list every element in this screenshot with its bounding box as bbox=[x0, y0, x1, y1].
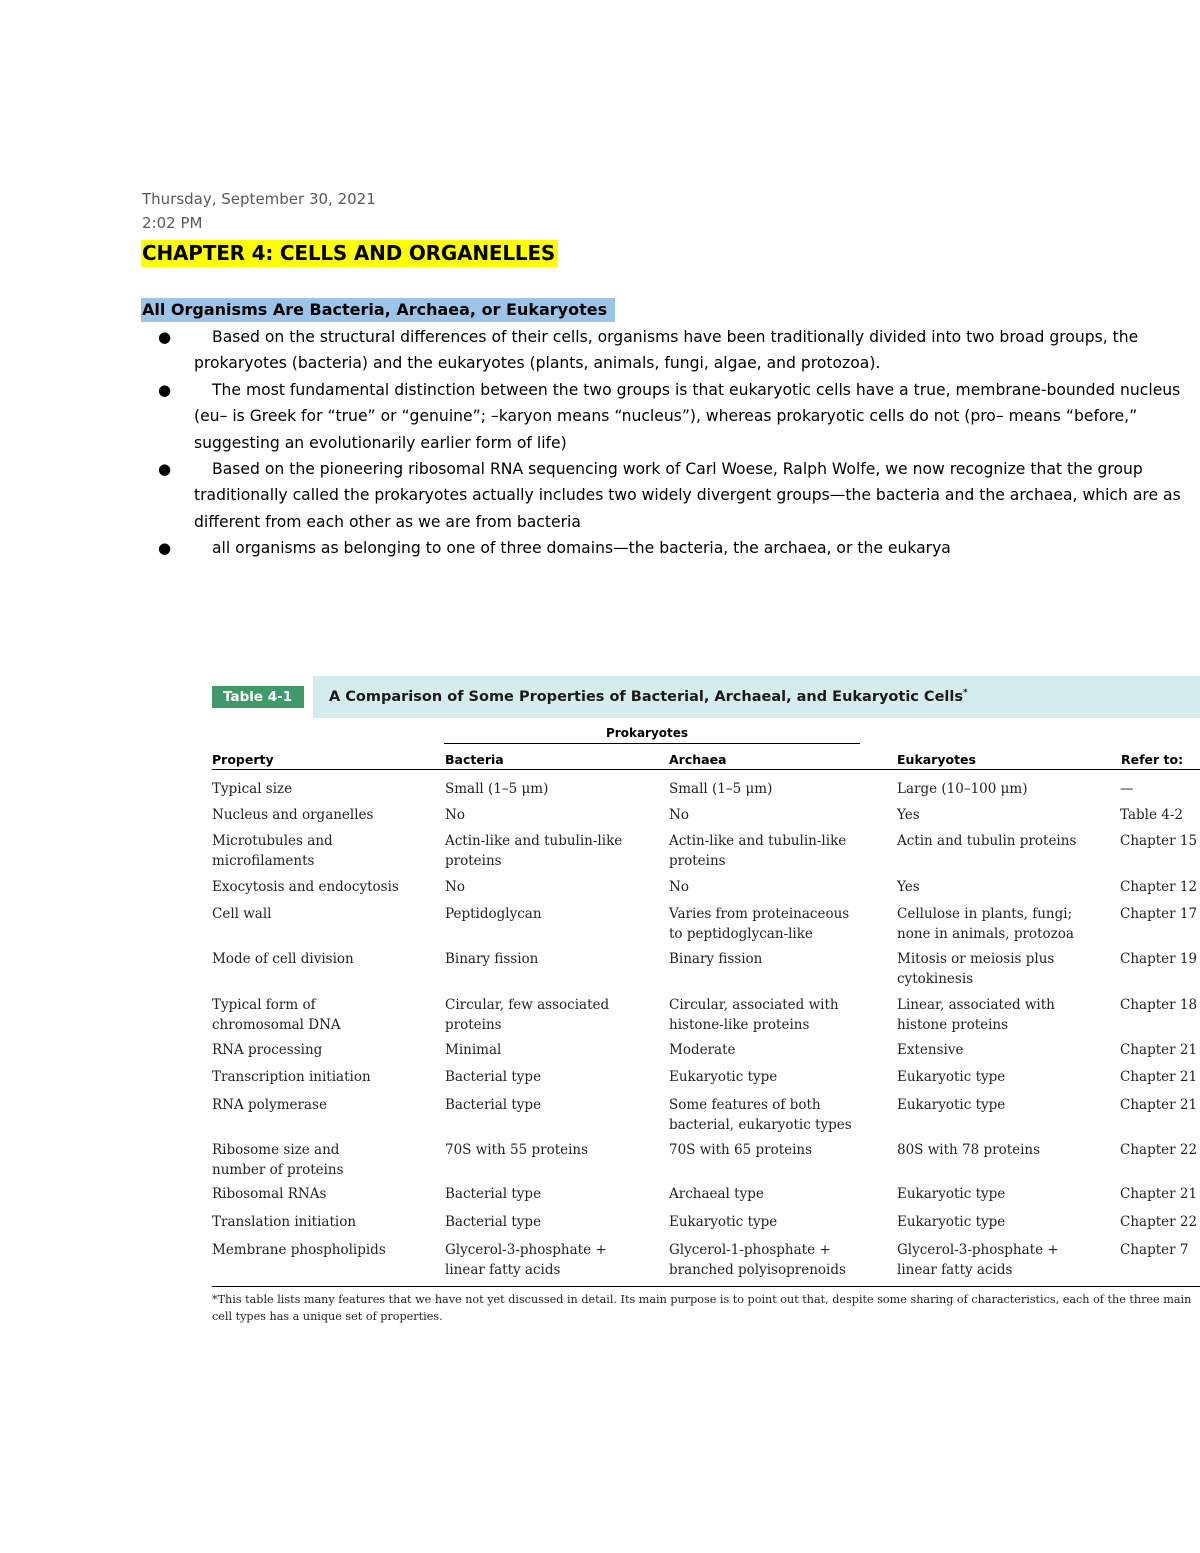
cell-bacteria: Peptidoglycan bbox=[445, 906, 542, 922]
cell-property: Translation initiation bbox=[212, 1214, 357, 1230]
section-heading: All Organisms Are Bacteria, Archaea, or Eukaryotes bbox=[141, 298, 615, 322]
cell-archaea: Circular, associated with histone-like proteins bbox=[669, 997, 839, 1033]
column-header-eukaryotes: Eukaryotes bbox=[897, 752, 976, 767]
cell-archaea: No bbox=[669, 807, 689, 823]
column-header-bacteria: Bacteria bbox=[445, 752, 504, 767]
cell-bacteria: Bacterial type bbox=[445, 1097, 542, 1113]
cell-bacteria: Bacterial type bbox=[445, 1214, 542, 1230]
cell-bacteria: Circular, few associated proteins bbox=[445, 997, 610, 1033]
cell-refer: Chapter 22 bbox=[1120, 1142, 1198, 1158]
cell-archaea: Glycerol-1-phosphate + branched polyisoprenoids bbox=[669, 1242, 846, 1278]
table-title: A Comparison of Some Properties of Bacterial, Archaeal, and Eukaryotic Cells* bbox=[329, 688, 968, 705]
cell-archaea: Archaeal type bbox=[669, 1186, 764, 1202]
cell-bacteria: Minimal bbox=[445, 1042, 502, 1058]
cell-property: Membrane phospholipids bbox=[212, 1242, 386, 1258]
bullet-icon: ● bbox=[158, 328, 172, 346]
table-tag: Table 4-1 bbox=[212, 686, 304, 708]
cell-bacteria: Binary fission bbox=[445, 951, 539, 967]
cell-eukaryotes: Glycerol-3-phosphate + linear fatty acids bbox=[897, 1242, 1059, 1278]
cell-property: Typical form of chromosomal DNA bbox=[212, 997, 341, 1033]
cell-archaea: Small (1–5 μm) bbox=[669, 781, 773, 797]
cell-property: Ribosome size and number of proteins bbox=[212, 1142, 344, 1178]
cell-refer: — bbox=[1120, 781, 1134, 797]
cell-bacteria: Bacterial type bbox=[445, 1186, 542, 1202]
cell-eukaryotes: 80S with 78 proteins bbox=[897, 1142, 1041, 1158]
cell-refer: Chapter 12 bbox=[1120, 879, 1198, 895]
prokaryotes-group-label: Prokaryotes bbox=[606, 726, 689, 740]
cell-archaea: 70S with 65 proteins bbox=[669, 1142, 813, 1158]
list-item: ● The most fundamental distinction between the two groups is that eukaryotic cells have a true, membrane-bounded nucleus (eu– is Greek for “true” or “genuine”; –karyon means “nucleus”), whereas prokaryotic cells do not (pro– means “before,” suggesting an evolutionarily earlier form of life) bbox=[150, 377, 1190, 456]
cell-eukaryotes: Large (10–100 μm) bbox=[897, 781, 1028, 797]
cell-refer: Table 4-2 bbox=[1120, 807, 1183, 823]
cell-archaea: Some features of both bacterial, eukaryotic types bbox=[669, 1097, 852, 1133]
table-header-bar bbox=[212, 676, 1200, 718]
cell-archaea: Varies from proteinaceous to peptidoglycan-like bbox=[669, 906, 850, 942]
cell-eukaryotes: Yes bbox=[897, 879, 920, 895]
cell-bacteria: Bacterial type bbox=[445, 1069, 542, 1085]
cell-eukaryotes: Mitosis or meiosis plus cytokinesis bbox=[897, 951, 1055, 987]
cell-archaea: Actin-like and tubulin-like proteins bbox=[669, 833, 847, 869]
cell-eukaryotes: Actin and tubulin proteins bbox=[897, 833, 1077, 849]
chapter-title: CHAPTER 4: CELLS AND ORGANELLES bbox=[141, 240, 558, 267]
cell-refer: Chapter 21 bbox=[1120, 1186, 1198, 1202]
cell-bacteria: 70S with 55 proteins bbox=[445, 1142, 589, 1158]
cell-property: Exocytosis and endocytosis bbox=[212, 879, 399, 895]
cell-property: Cell wall bbox=[212, 906, 272, 922]
column-header-archaea: Archaea bbox=[669, 752, 727, 767]
bullet-icon: ● bbox=[158, 539, 172, 558]
cell-bacteria: Actin-like and tubulin-like proteins bbox=[445, 833, 623, 869]
cell-refer: Chapter 21 bbox=[1120, 1069, 1198, 1085]
cell-refer: Chapter 15 bbox=[1120, 833, 1198, 849]
cell-bacteria: Glycerol-3-phosphate + linear fatty acids bbox=[445, 1242, 607, 1278]
group-underline bbox=[444, 743, 860, 744]
bullet-list bbox=[150, 324, 1190, 562]
cell-eukaryotes: Eukaryotic type bbox=[897, 1069, 1006, 1085]
cell-refer: Chapter 18 bbox=[1120, 997, 1198, 1013]
cell-property: Transcription initiation bbox=[212, 1069, 371, 1085]
cell-property: Typical size bbox=[212, 781, 293, 797]
cell-property: RNA processing bbox=[212, 1042, 323, 1058]
cell-bacteria: Small (1–5 μm) bbox=[445, 781, 549, 797]
cell-archaea: No bbox=[669, 879, 689, 895]
header-rule bbox=[212, 769, 1200, 770]
bottom-rule bbox=[212, 1286, 1200, 1287]
cell-bacteria: No bbox=[445, 807, 465, 823]
cell-refer: Chapter 7 bbox=[1120, 1242, 1189, 1258]
cell-archaea: Binary fission bbox=[669, 951, 763, 967]
cell-refer: Chapter 22 bbox=[1120, 1214, 1198, 1230]
cell-archaea: Eukaryotic type bbox=[669, 1214, 778, 1230]
cell-eukaryotes: Extensive bbox=[897, 1042, 964, 1058]
bullet-icon: ● bbox=[158, 380, 172, 399]
cell-eukaryotes: Eukaryotic type bbox=[897, 1097, 1006, 1113]
cell-property: Mode of cell division bbox=[212, 951, 354, 967]
cell-property: Microtubules and microfilaments bbox=[212, 833, 333, 869]
cell-eukaryotes: Cellulose in plants, fungi; none in animals, protozoa bbox=[897, 906, 1074, 942]
cell-property: RNA polymerase bbox=[212, 1097, 327, 1113]
note-date: Thursday, September 30, 2021 bbox=[142, 190, 376, 208]
cell-eukaryotes: Eukaryotic type bbox=[897, 1214, 1006, 1230]
cell-archaea: Eukaryotic type bbox=[669, 1069, 778, 1085]
list-item: ● Based on the pioneering ribosomal RNA sequencing work of Carl Woese, Ralph Wolfe, we now recognize that the group traditionally called the prokaryotes actually includes two widely divergent groups—the bacteria and the archaea, which are as different from each other as we are from bacteria bbox=[150, 456, 1190, 535]
cell-property: Ribosomal RNAs bbox=[212, 1186, 327, 1202]
cell-eukaryotes: Yes bbox=[897, 807, 920, 823]
table-footnote: *This table lists many features that we have not yet discussed in detail. Its main purpose is to point out that, despite some sharing of characteristics, each of the three main cell types has a unique set of properties. bbox=[212, 1293, 1192, 1323]
column-header-property: Property bbox=[212, 752, 274, 767]
cell-refer: Chapter 21 bbox=[1120, 1042, 1198, 1058]
cell-refer: Chapter 21 bbox=[1120, 1097, 1198, 1113]
list-item: ● all organisms as belonging to one of three domains—the bacteria, the archaea, or the eukarya bbox=[150, 535, 1190, 561]
list-item: ● Based on the structural differences of their cells, organisms have been traditionally divided into two broad groups, the prokaryotes (bacteria) and the eukaryotes (plants, animals, fungi, algae, and protozoa). bbox=[150, 324, 1190, 377]
note-time: 2:02 PM bbox=[142, 214, 203, 232]
bullet-icon: ● bbox=[158, 460, 172, 479]
cell-archaea: Moderate bbox=[669, 1042, 736, 1058]
cell-eukaryotes: Linear, associated with histone proteins bbox=[897, 997, 1055, 1033]
cell-refer: Chapter 19 bbox=[1120, 951, 1198, 967]
cell-refer: Chapter 17 bbox=[1120, 906, 1198, 922]
cell-bacteria: No bbox=[445, 879, 465, 895]
cell-property: Nucleus and organelles bbox=[212, 807, 374, 823]
cell-eukaryotes: Eukaryotic type bbox=[897, 1186, 1006, 1202]
column-header-refer: Refer to: bbox=[1121, 752, 1184, 767]
